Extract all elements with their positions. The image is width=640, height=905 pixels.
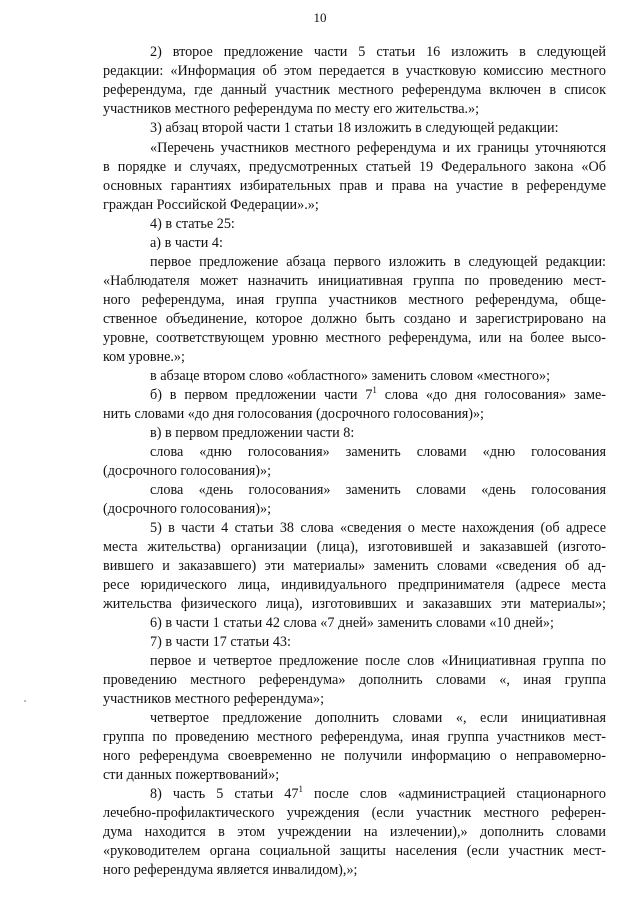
- text-fragment: слова «до дня голосования» заме-: [376, 387, 606, 403]
- text-line: ного референдума, иная группа участников местного референдума, обще-: [103, 292, 606, 308]
- text-line: жительства физического лица), изготовивших и заказавших эти материалы»;: [103, 596, 606, 612]
- text-line: первое и четвертое предложение после слов «Инициативная группа по: [150, 653, 606, 669]
- text-line: в) в первом предложении части 8:: [150, 425, 355, 441]
- text-line: ного референдума своевременно не получили информацию о неправомерно-: [103, 748, 606, 764]
- text-line: а) в части 4:: [150, 235, 223, 251]
- superscript: 1: [372, 385, 377, 395]
- text-line: референдума, где данный участник местного референдума включен в список: [103, 82, 606, 98]
- text-line: группа по проведению местного референдума, иная группа участников мест-: [103, 729, 606, 745]
- text-line: [150, 785, 606, 804]
- text-line: в порядке и случаях, предусмотренных статьей 19 Федерального закона «Об: [103, 159, 606, 175]
- text-line: вившего и заказавшего) эти материалы» заменить словами «сведения об ад-: [103, 558, 606, 574]
- text-line: ком уровне.»;: [103, 349, 185, 365]
- text-line: ного референдума является инвалидом),»;: [103, 862, 358, 878]
- text-line: [150, 386, 606, 405]
- text-line: нить словами «до дня голосования (досрочного голосования)»;: [103, 406, 484, 422]
- text-line: сти данных пожертвований»;: [103, 767, 280, 783]
- text-line: граждан Российской Федерации».»;: [103, 197, 319, 213]
- text-line: 5) в части 4 статьи 38 слова «сведения о месте нахождения (об адресе: [150, 520, 606, 536]
- text-fragment: б) в первом предложении части 7: [150, 387, 373, 403]
- text-line: в абзаце втором слово «областного» заменить словом «местного»;: [150, 368, 551, 384]
- text-line: первое предложение абзаца первого изложить в следующей редакции:: [150, 254, 606, 270]
- scan-speck: [24, 700, 26, 702]
- text-line: 4) в статье 25:: [150, 216, 235, 232]
- text-line: проведению местного референдума» дополнить словами «, иная группа: [103, 672, 606, 688]
- text-line: (досрочного голосования)»;: [103, 501, 272, 517]
- text-line: слова «дню голосования» заменить словами «дню голосования: [150, 444, 606, 460]
- text-line: лечебно-профилактического учреждения (если участник местного референ-: [103, 805, 606, 821]
- text-line: 6) в части 1 статьи 42 слова «7 дней» заменить словами «10 дней»;: [150, 615, 554, 631]
- text-line: 2) второе предложение части 5 статьи 16 изложить в следующей: [150, 44, 606, 60]
- text-line: места жительства) организации (лица), изготовившей и заказавшей (изгото-: [103, 539, 606, 555]
- text-line: (досрочного голосования)»;: [103, 463, 272, 479]
- text-fragment: 8) часть 5 статьи 47: [150, 786, 299, 802]
- text-line: «Наблюдателя может назначить инициативная группа по проведению мест-: [103, 273, 606, 289]
- text-line: участников местного референдума»;: [103, 691, 325, 707]
- text-line: редакции: «Информация об этом передается в участковую комиссию местного: [103, 63, 606, 79]
- text-line: дума находится в этом учреждении на излечении),» дополнить словами: [103, 824, 606, 840]
- text-line: ресе юридического лица, индивидуального предпринимателя (адресе места: [103, 577, 606, 593]
- text-line: четвертое предложение дополнить словами «, если инициативная: [150, 710, 606, 726]
- text-line: ственное объединение, которое должно быть создано и зарегистрировано на: [103, 311, 606, 327]
- text-fragment: после слов «администрацией стационарного: [303, 786, 606, 802]
- text-line: участников местного референдума по месту его жительства.»;: [103, 101, 480, 117]
- text-line: «руководителем органа социальной защиты населения (если участник мест-: [103, 843, 606, 859]
- text-line: 7) в части 17 статьи 43:: [150, 634, 291, 650]
- text-line: слова «день голосования» заменить словами «день голосования: [150, 482, 606, 498]
- text-line: уровне, соответствующем уровню местного референдума, или на более высо-: [103, 330, 606, 346]
- page-number: 10: [313, 10, 327, 25]
- text-line: основных гарантиях избирательных прав и права на участие в референдуме: [103, 178, 606, 194]
- text-line: 3) абзац второй части 1 статьи 18 изложить в следующей редакции:: [150, 120, 559, 136]
- superscript: 1: [298, 784, 303, 794]
- text-line: «Перечень участников местного референдума и их границы уточняются: [150, 140, 606, 156]
